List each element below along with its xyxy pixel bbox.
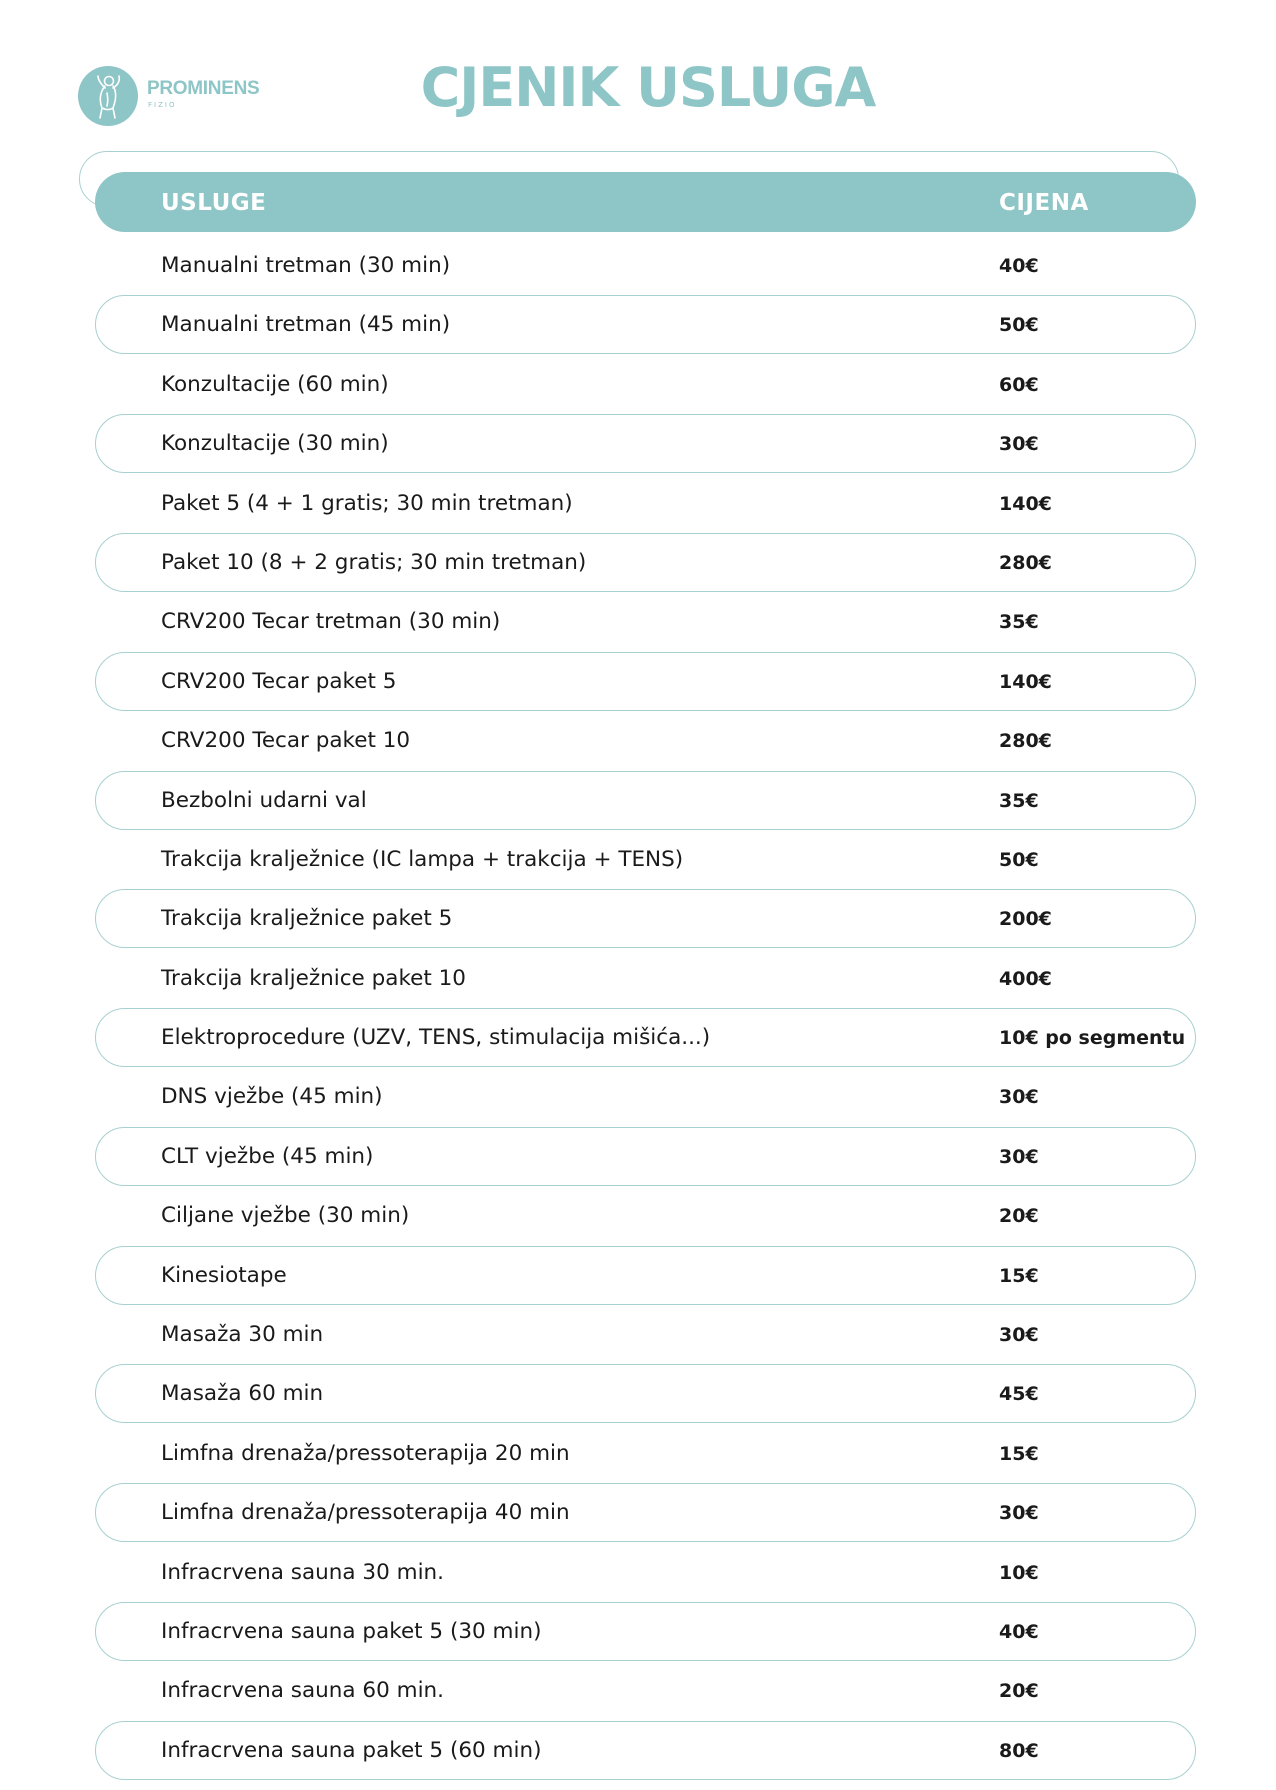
service-price: 30€ <box>999 1086 1039 1109</box>
service-name: Paket 10 (8 + 2 gratis; 30 min tretman) <box>161 549 587 575</box>
service-name: CRV200 Tecar tretman (30 min) <box>161 609 501 635</box>
service-price: 140€ <box>999 670 1052 693</box>
service-name: Infracrvena sauna 30 min. <box>161 1559 445 1585</box>
table-row <box>95 1364 1196 1423</box>
table-row <box>95 771 1196 830</box>
header-services: USLUGE <box>161 190 267 216</box>
service-price: 400€ <box>999 967 1052 990</box>
brand-sub: FIZIO <box>148 101 177 109</box>
table-row <box>95 592 1196 651</box>
service-name: Manualni tretman (30 min) <box>161 253 451 278</box>
table-header <box>95 172 1196 232</box>
service-name: Paket 5 (4 + 1 gratis; 30 min tretman) <box>161 490 573 516</box>
service-price: 50€ <box>999 848 1039 871</box>
service-price: 45€ <box>999 1383 1039 1406</box>
table-row <box>95 295 1196 354</box>
table-row <box>95 1305 1196 1364</box>
table-row <box>95 474 1196 533</box>
table-row <box>95 652 1196 711</box>
table-row <box>95 414 1196 473</box>
service-name: CLT vježbe (45 min) <box>161 1143 374 1169</box>
price-list <box>95 236 1196 1780</box>
table-row <box>95 711 1196 770</box>
service-price: 200€ <box>999 908 1052 931</box>
service-name: CRV200 Tecar paket 5 <box>161 668 397 694</box>
table-row <box>95 889 1196 948</box>
table-row <box>95 1483 1196 1542</box>
service-price: 30€ <box>999 1502 1039 1525</box>
service-name: Konzultacije (60 min) <box>161 371 389 397</box>
table-row <box>95 1661 1196 1720</box>
service-price: 280€ <box>999 551 1052 574</box>
service-price: 35€ <box>999 611 1039 634</box>
service-name: Ciljane vježbe (30 min) <box>161 1203 410 1229</box>
service-price: 40€ <box>999 255 1039 277</box>
table-row <box>95 1186 1196 1245</box>
header <box>0 0 1276 150</box>
table-row <box>95 1721 1196 1780</box>
table-row <box>95 1543 1196 1602</box>
service-price: 35€ <box>999 789 1039 812</box>
service-name: DNS vježbe (45 min) <box>161 1084 383 1110</box>
header-price: CIJENA <box>999 190 1089 216</box>
service-price: 20€ <box>999 1205 1039 1228</box>
service-name: Infracrvena sauna paket 5 (60 min) <box>161 1737 542 1763</box>
table-row <box>95 949 1196 1008</box>
service-price: 40€ <box>999 1620 1039 1643</box>
service-name: Elektroprocedure (UZV, TENS, stimulacija mišića...) <box>161 1025 711 1051</box>
service-name: CRV200 Tecar paket 10 <box>161 728 411 754</box>
service-price: 280€ <box>999 730 1052 753</box>
service-name: Limfna drenaža/pressoterapija 40 min <box>161 1500 570 1526</box>
service-name: Trakcija kralježnice paket 10 <box>161 965 466 991</box>
table-row <box>95 830 1196 889</box>
service-name: Manualni tretman (45 min) <box>161 312 451 338</box>
service-price: 15€ <box>999 1264 1039 1287</box>
service-name: Trakcija kralježnice paket 5 <box>161 906 453 932</box>
service-price: 30€ <box>999 433 1039 456</box>
table-row <box>95 1127 1196 1186</box>
service-price: 20€ <box>999 1680 1039 1703</box>
page-title: CJENIK USLUGA <box>420 56 876 119</box>
service-name: Konzultacije (30 min) <box>161 431 389 457</box>
table-row <box>95 1424 1196 1483</box>
service-price: 30€ <box>999 1145 1039 1168</box>
service-price: 50€ <box>999 314 1039 337</box>
table-row <box>95 1008 1196 1067</box>
table-row <box>95 1067 1196 1126</box>
service-price: 10€ <box>999 1561 1039 1584</box>
service-name: Limfna drenaža/pressoterapija 20 min <box>161 1440 570 1466</box>
table-row <box>95 236 1196 295</box>
service-price: 15€ <box>999 1442 1039 1465</box>
service-price: 30€ <box>999 1324 1039 1347</box>
table-row <box>95 1246 1196 1305</box>
service-name: Masaža 60 min <box>161 1381 324 1407</box>
service-price: 140€ <box>999 492 1052 515</box>
service-name: Infracrvena sauna paket 5 (30 min) <box>161 1618 542 1644</box>
service-name: Trakcija kralježnice (IC lampa + trakcija + TENS) <box>161 846 684 872</box>
service-name: Bezbolni udarni val <box>161 787 367 813</box>
service-price: 80€ <box>999 1739 1039 1762</box>
service-price: 60€ <box>999 373 1039 396</box>
table-row <box>95 355 1196 414</box>
service-name: Infracrvena sauna 60 min. <box>161 1678 445 1704</box>
table-row <box>95 1602 1196 1661</box>
table-row <box>95 533 1196 592</box>
service-name: Masaža 30 min <box>161 1322 324 1348</box>
service-price: 10€ po segmentu <box>999 1027 1186 1050</box>
service-name: Kinesiotape <box>161 1262 287 1288</box>
brand-name: PROMINENS <box>147 78 260 99</box>
